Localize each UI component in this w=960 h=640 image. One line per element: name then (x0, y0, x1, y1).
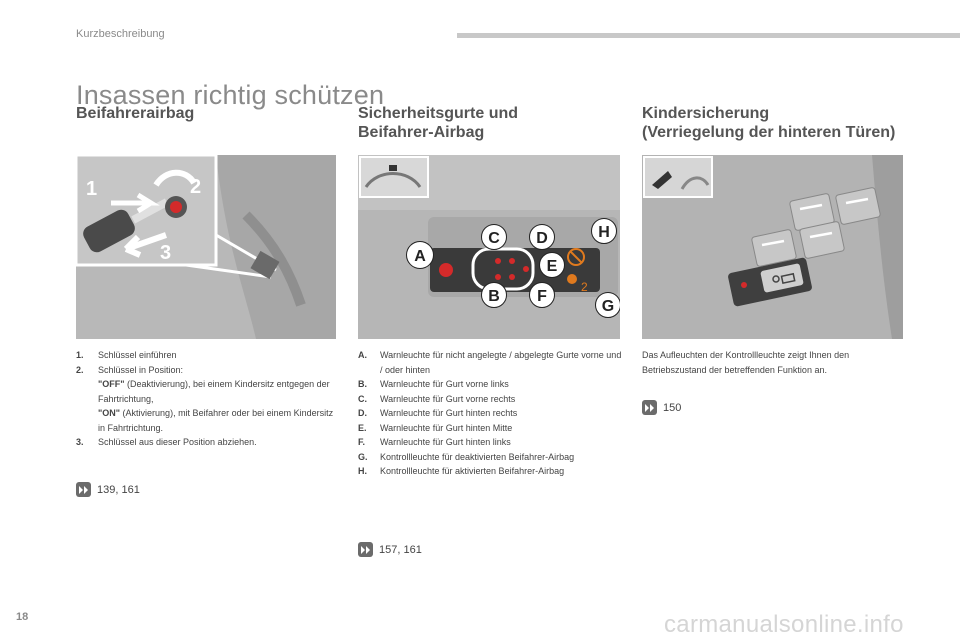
figure-label-d: D (536, 230, 548, 247)
heading-child-lock: Kindersicherung (Verriegelung der hinteren Türen) (642, 105, 896, 141)
list-item: G. Kontrollleuchte für deaktivierten Beifahrer-Airbag (358, 451, 575, 462)
figure-label-g: G (601, 298, 615, 315)
figure-label-2: 2 (190, 176, 202, 198)
list-item: B. Warnleuchte für Gurt vorne links (358, 379, 509, 389)
figure-label-c: C (488, 230, 500, 247)
airbag-steps-list (76, 348, 338, 450)
list-item: A. Warnleuchte für nicht angelegte / abgelegte Gurte vorne und / oder hinten (358, 350, 622, 375)
figure-badge: 2 (581, 280, 588, 294)
list-item: 1. Schlüssel einführen (76, 350, 177, 360)
watermark: carmanualsonline.info (664, 611, 904, 638)
page-reference-text: 157, 161 (379, 543, 422, 556)
page-reference-seatbelts[interactable] (358, 542, 422, 557)
page-reference-text: 139, 161 (97, 483, 140, 496)
list-item: D. Warnleuchte für Gurt hinten rechts (358, 408, 518, 418)
page-reference-child-lock[interactable] (642, 400, 681, 415)
figure-label-a: A (414, 248, 426, 265)
heading-passenger-airbag: Beifahrerairbag (76, 105, 195, 122)
book-reference-icon (642, 400, 657, 415)
list-item: H. Kontrollleuchte für aktivierten Beifahrer-Airbag (358, 466, 565, 476)
figure-label-1: 1 (86, 178, 98, 200)
list-item: "OFF" (Deaktivierung), bei einem Kindersitz entgegen der Fahrtrichtung, (98, 379, 330, 404)
list-item: E. Warnleuchte für Gurt hinten Mitte (358, 422, 513, 433)
figure-airbag-key-switch (76, 155, 336, 339)
header-rule (457, 33, 960, 38)
list-item: 3. Schlüssel aus dieser Position abziehen. (76, 437, 257, 447)
book-reference-icon (358, 542, 373, 557)
warning-lights-list (358, 348, 622, 479)
figure-label-f: F (537, 288, 547, 305)
figure-child-lock-switch (642, 155, 903, 339)
page-reference-text: 150 (663, 401, 682, 414)
book-reference-icon (76, 482, 91, 497)
figure-seatbelt-warning-panel (358, 155, 620, 339)
list-item: "ON" (Aktivierung), mit Beifahrer oder bei einem Kindersitz in Fahrtrichtung. (98, 408, 334, 433)
figure-label-3: 3 (160, 242, 172, 264)
page-title: Insassen richtig schützen (76, 80, 385, 111)
figure-label-e: E (546, 258, 558, 275)
list-item: F. Warnleuchte für Gurt hinten links (358, 437, 511, 447)
section-label: Kurzbeschreibung (76, 28, 165, 40)
figure-label-b: B (488, 288, 500, 305)
page-number: 18 (16, 611, 29, 623)
heading-seatbelts: Sicherheitsgurte und Beifahrer-Airbag (358, 105, 519, 141)
figure-label-h: H (598, 224, 610, 241)
list-item: C. Warnleuchte für Gurt vorne rechts (358, 393, 516, 404)
child-lock-description: Das Aufleuchten der Kontrollleuchte zeigt Ihnen den Betriebszustand der betreffenden Funktion an. (642, 350, 850, 375)
list-item: 2. Schlüssel in Position: (76, 364, 184, 375)
page-reference-airbag[interactable] (76, 482, 140, 497)
